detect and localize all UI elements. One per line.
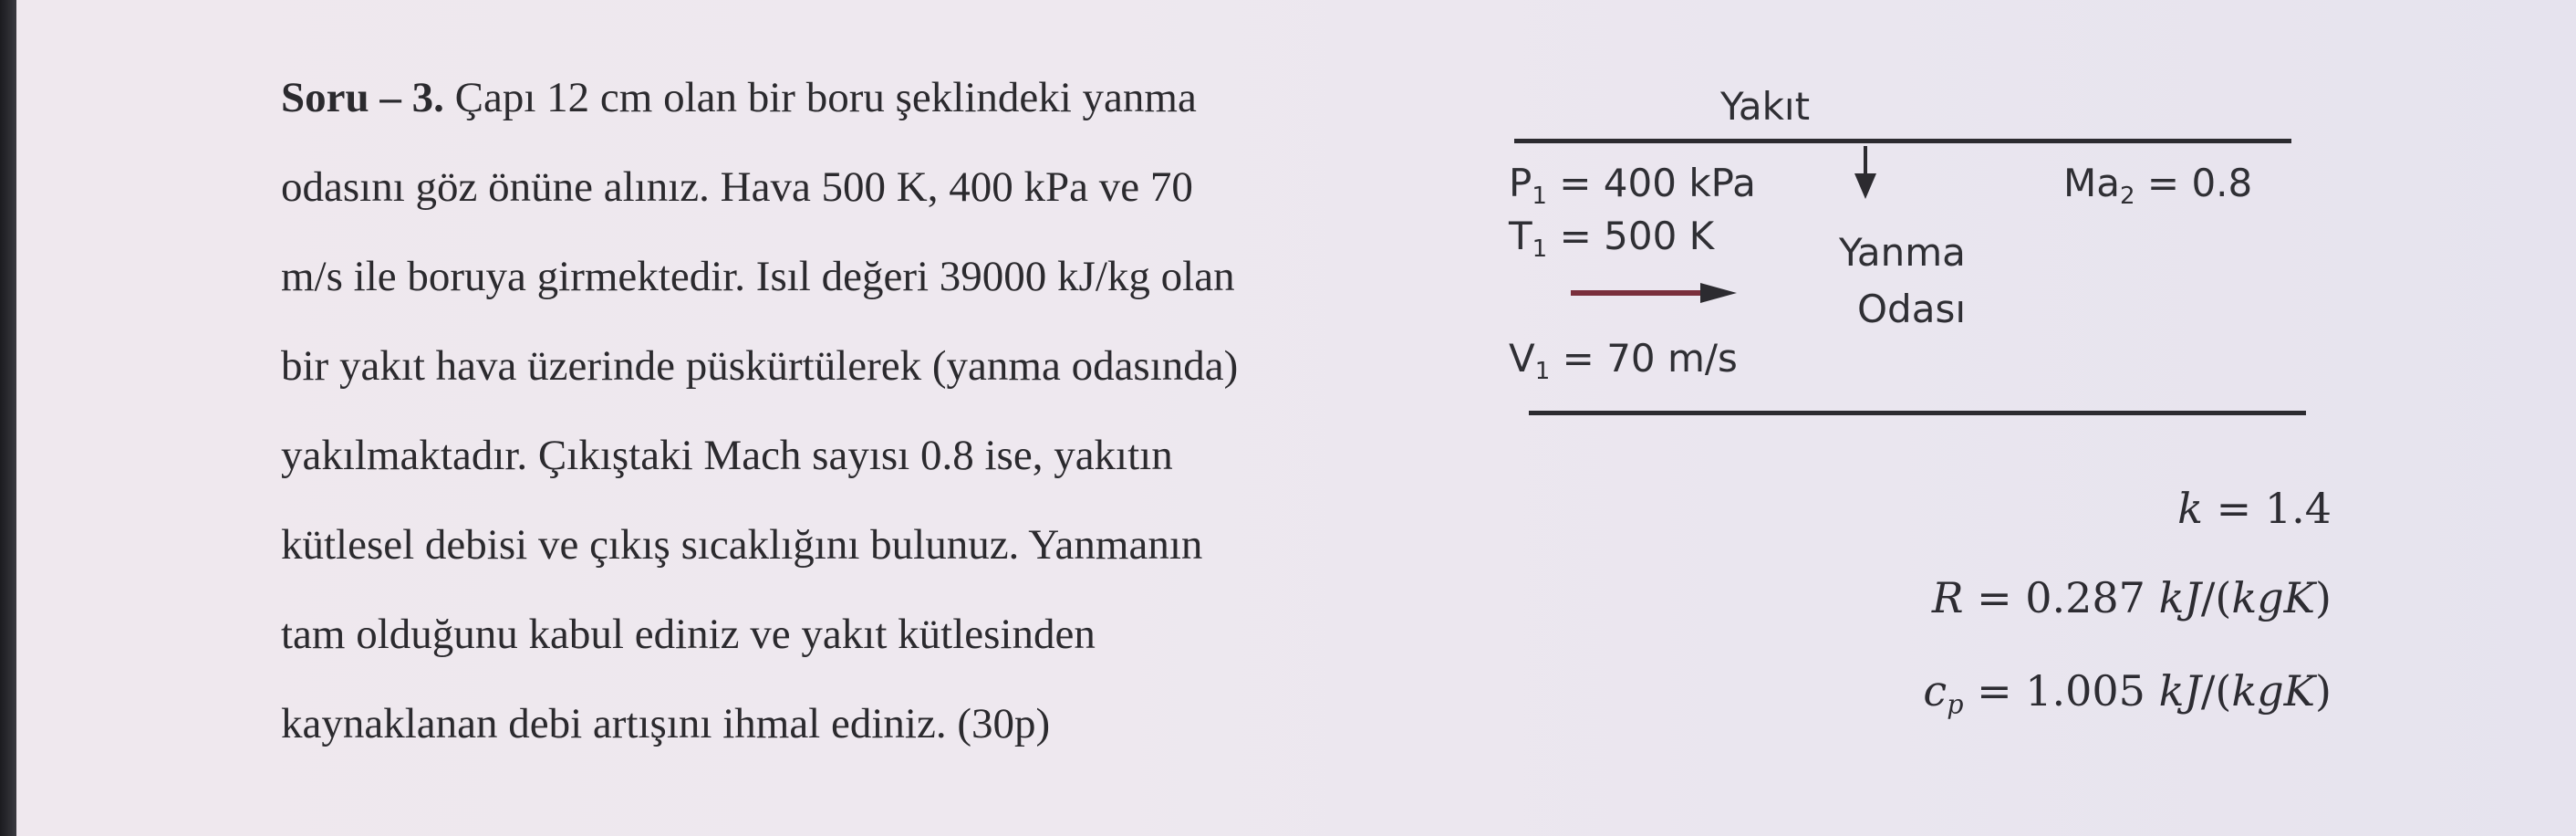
question-line-2: odasını göz önüne alınız. Hava 500 K, 400 kPa ve 70 — [281, 163, 1193, 211]
air-flow-arrow — [1567, 279, 1740, 307]
question-heading: Soru – 3. — [281, 74, 444, 121]
inlet-pressure: $P_1 = 400$ kPa — [1509, 161, 1756, 210]
inlet-temperature: $T_1 = 500$ K — [1509, 214, 1715, 263]
document-page — [16, 0, 2576, 836]
question-line-7: tam olduğunu kabul ediniz ve yakıt kütlesinden — [281, 611, 1096, 658]
fuel-injection-arrow — [1852, 146, 1879, 203]
exit-mach: $Ma_2 = 0.8$ — [2063, 161, 2253, 210]
fuel-label: Yakıt — [1720, 84, 1811, 129]
question-line-6: kütlesel debisi ve çıkış sıcaklığını bulunuz. Yanmanın — [281, 521, 1203, 569]
question-line-3: m/s ile boruya girmektedir. Isıl değeri 39000 kJ/kg olan — [281, 253, 1235, 300]
gas-constant: R = 0.287 kJ/(kgK) — [1931, 573, 2332, 622]
chamber-label-1: Yanma — [1839, 230, 1966, 275]
chamber-label-2: Odası — [1857, 287, 1967, 331]
pipe-top-wall — [1514, 139, 2291, 143]
question-line-4: bir yakıt hava üzerinde püskürtülerek (yanma odasında) — [281, 342, 1239, 390]
question-line-1: Soru – 3. Çapı 12 cm olan bir boru şeklindeki yanma — [281, 74, 1197, 121]
inlet-velocity: $V_1 = 70$ m/s — [1509, 336, 1738, 385]
pipe-bottom-wall — [1529, 411, 2306, 415]
question-line-8: kaynaklanan debi artışını ihmal ediniz. (30p) — [281, 700, 1051, 747]
specific-heat: $c_p = 1.005$ kJ/(kgK) — [1923, 666, 2332, 720]
page-edge — [0, 0, 16, 836]
question-text — [281, 53, 1458, 768]
specific-heat-ratio: k = 1.4 — [2177, 484, 2332, 533]
question-line-5: yakılmaktadır. Çıkıştaki Mach sayısı 0.8 ise, yakıtın — [281, 432, 1173, 479]
